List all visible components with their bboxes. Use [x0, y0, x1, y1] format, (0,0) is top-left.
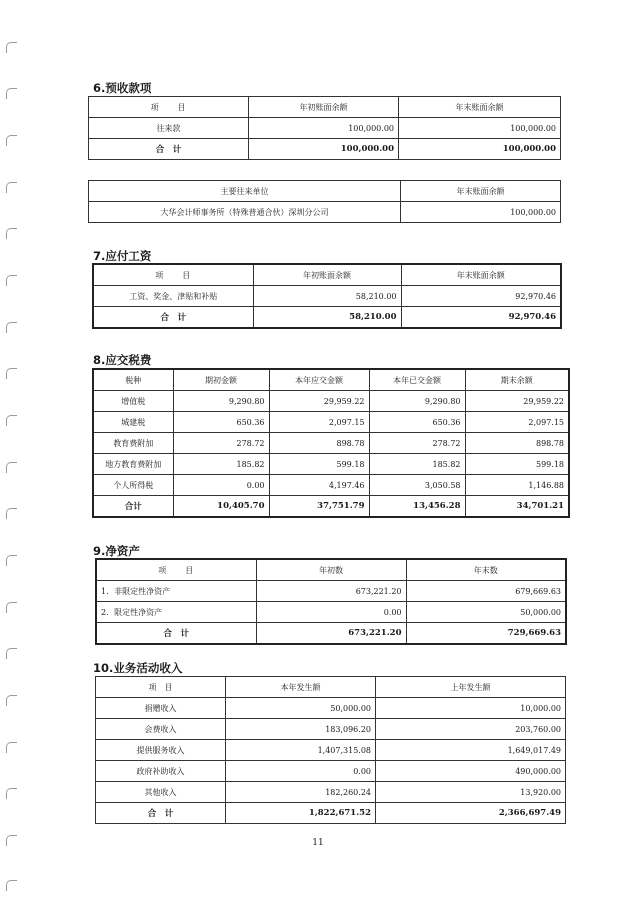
table-row: [96, 602, 566, 623]
total-value: 92,970.46: [401, 307, 561, 329]
binder-hole: [6, 648, 17, 659]
cell-value: 0.00: [173, 475, 269, 496]
cell-value: 13,920.00: [376, 782, 566, 803]
header-cell: 项 目: [96, 677, 226, 698]
header-cell: 期初金额: [173, 369, 269, 391]
total-value: 37,751.79: [269, 496, 369, 518]
row-label: 其他收入: [96, 782, 226, 803]
net-assets-table: [95, 558, 567, 645]
table-row: [96, 581, 566, 602]
header-cell: 年初账面余额: [249, 97, 399, 118]
row-label: 政府补助收入: [96, 761, 226, 782]
cell-value: 203,760.00: [376, 719, 566, 740]
table-row: [96, 698, 566, 719]
cell-value: 898.78: [269, 433, 369, 454]
cell-value: 599.18: [269, 454, 369, 475]
binder-hole: [6, 275, 17, 286]
table-header-row: [93, 264, 561, 286]
cell-value: 673,221.20: [256, 581, 406, 602]
row-label: 城建税: [93, 412, 173, 433]
binder-hole: [6, 880, 17, 891]
header-cell: 年初账面余额: [253, 264, 401, 286]
header-cell: 年初数: [256, 559, 406, 581]
total-label: 合 计: [96, 623, 256, 645]
row-label: 提供服务收入: [96, 740, 226, 761]
row-label: 教育费附加: [93, 433, 173, 454]
binder-hole: [6, 228, 17, 239]
cell-value: 100,000.00: [401, 202, 561, 223]
cell-value: 1,407,315.08: [226, 740, 376, 761]
row-label: 个人所得税: [93, 475, 173, 496]
cell-value: 4,197.46: [269, 475, 369, 496]
binder-hole: [6, 742, 17, 753]
total-row: [93, 496, 569, 518]
total-value: 673,221.20: [256, 623, 406, 645]
header-cell: 本年应交金额: [269, 369, 369, 391]
business-revenue-table: [95, 676, 566, 824]
header-cell: 年末账面余额: [399, 97, 561, 118]
table-row: [96, 761, 566, 782]
cell-value: 92,970.46: [401, 286, 561, 307]
cell-value: 9,290.80: [173, 391, 269, 412]
cell-value: 58,210.00: [253, 286, 401, 307]
page-number: 11: [312, 838, 324, 848]
table-header-row: [96, 559, 566, 581]
cell-value: 50,000.00: [406, 602, 566, 623]
cell-value: 278.72: [173, 433, 269, 454]
cell-value: 0.00: [256, 602, 406, 623]
table-header-row: [89, 97, 561, 118]
table-row: [93, 433, 569, 454]
cell-value: 50,000.00: [226, 698, 376, 719]
section-title-wages-payable: 7.应付工资: [93, 249, 152, 263]
table-row: [93, 286, 561, 307]
total-row: [89, 139, 561, 160]
binder-hole: [6, 508, 17, 519]
table-header-row: [93, 369, 569, 391]
section-title-net-assets: 9.净资产: [93, 544, 140, 558]
binder-hole: [6, 695, 17, 706]
binder-hole: [6, 555, 17, 566]
cell-value: 2,097.15: [269, 412, 369, 433]
total-row: [96, 623, 566, 645]
total-value: 729,669.63: [406, 623, 566, 645]
binder-hole: [6, 322, 17, 333]
cell-value: 185.82: [173, 454, 269, 475]
table-header-row: [89, 181, 561, 202]
total-value: 100,000.00: [399, 139, 561, 160]
row-label: 地方教育费附加: [93, 454, 173, 475]
row-label: 往来款: [89, 118, 249, 139]
total-row: [96, 803, 566, 824]
total-value: 1,822,671.52: [226, 803, 376, 824]
cell-value: 1,146.88: [465, 475, 569, 496]
header-cell: 本年发生额: [226, 677, 376, 698]
binder-hole: [6, 415, 17, 426]
row-label: 会费收入: [96, 719, 226, 740]
header-cell: 本年已交金额: [369, 369, 465, 391]
total-label: 合 计: [89, 139, 249, 160]
total-value: 13,456.28: [369, 496, 465, 518]
cell-value: 650.36: [173, 412, 269, 433]
binder-hole: [6, 368, 17, 379]
taxes-payable-table: [92, 368, 570, 518]
table-row: [89, 202, 561, 223]
cell-value: 490,000.00: [376, 761, 566, 782]
row-label: 捐赠收入: [96, 698, 226, 719]
cell-value: 3,050.58: [369, 475, 465, 496]
cell-value: 1,649,017.49: [376, 740, 566, 761]
header-cell: 年末账面余额: [401, 181, 561, 202]
header-cell: 上年发生额: [376, 677, 566, 698]
section-title-business-revenue: 10.业务活动收入: [93, 661, 183, 675]
row-label: 工资、奖金、津贴和补贴: [93, 286, 253, 307]
binder-hole: [6, 788, 17, 799]
row-label: 2．限定性净资产: [96, 602, 256, 623]
cell-value: 0.00: [226, 761, 376, 782]
total-label: 合计: [93, 496, 173, 518]
table-row: [96, 719, 566, 740]
advance-receipts-table: [88, 96, 561, 160]
row-label: 增值税: [93, 391, 173, 412]
cell-value: 898.78: [465, 433, 569, 454]
table-row: [93, 412, 569, 433]
total-row: [93, 307, 561, 329]
header-cell: 年末数: [406, 559, 566, 581]
cell-value: 2,097.15: [465, 412, 569, 433]
total-label: 合 计: [96, 803, 226, 824]
row-label: 1．非限定性净资产: [96, 581, 256, 602]
table-row: [96, 740, 566, 761]
cell-value: 679,669.63: [406, 581, 566, 602]
table-row: [96, 782, 566, 803]
table-row: [89, 118, 561, 139]
table-header-row: [96, 677, 566, 698]
total-value: 34,701.21: [465, 496, 569, 518]
total-value: 100,000.00: [249, 139, 399, 160]
cell-value: 10,000.00: [376, 698, 566, 719]
row-label: 大华会计师事务所（特殊普通合伙）深圳分公司: [89, 202, 401, 223]
cell-value: 100,000.00: [399, 118, 561, 139]
header-cell: 项 目: [89, 97, 249, 118]
cell-value: 29,959.22: [269, 391, 369, 412]
section-title-advance-receipts: 6.预收款项: [93, 81, 152, 95]
table-row: [93, 454, 569, 475]
binder-hole: [6, 602, 17, 613]
main-counterparties-table: [88, 180, 561, 223]
binder-hole: [6, 42, 17, 53]
total-value: 58,210.00: [253, 307, 401, 329]
header-cell: 主要往来单位: [89, 181, 401, 202]
table-row: [93, 475, 569, 496]
total-value: 2,366,697.49: [376, 803, 566, 824]
binder-hole: [6, 88, 17, 99]
header-cell: 期末余额: [465, 369, 569, 391]
cell-value: 9,290.80: [369, 391, 465, 412]
section-title-taxes-payable: 8.应交税费: [93, 353, 152, 367]
cell-value: 100,000.00: [249, 118, 399, 139]
header-cell: 项 目: [96, 559, 256, 581]
table-row: [93, 391, 569, 412]
cell-value: 185.82: [369, 454, 465, 475]
binder-hole: [6, 182, 17, 193]
binder-hole: [6, 135, 17, 146]
header-cell: 项 目: [93, 264, 253, 286]
wages-payable-table: [92, 263, 562, 329]
binder-hole: [6, 462, 17, 473]
cell-value: 182,260.24: [226, 782, 376, 803]
header-cell: 税种: [93, 369, 173, 391]
cell-value: 29,959.22: [465, 391, 569, 412]
total-label: 合 计: [93, 307, 253, 329]
cell-value: 599.18: [465, 454, 569, 475]
cell-value: 183,096.20: [226, 719, 376, 740]
total-value: 10,405.70: [173, 496, 269, 518]
header-cell: 年末账面余额: [401, 264, 561, 286]
cell-value: 650.36: [369, 412, 465, 433]
cell-value: 278.72: [369, 433, 465, 454]
